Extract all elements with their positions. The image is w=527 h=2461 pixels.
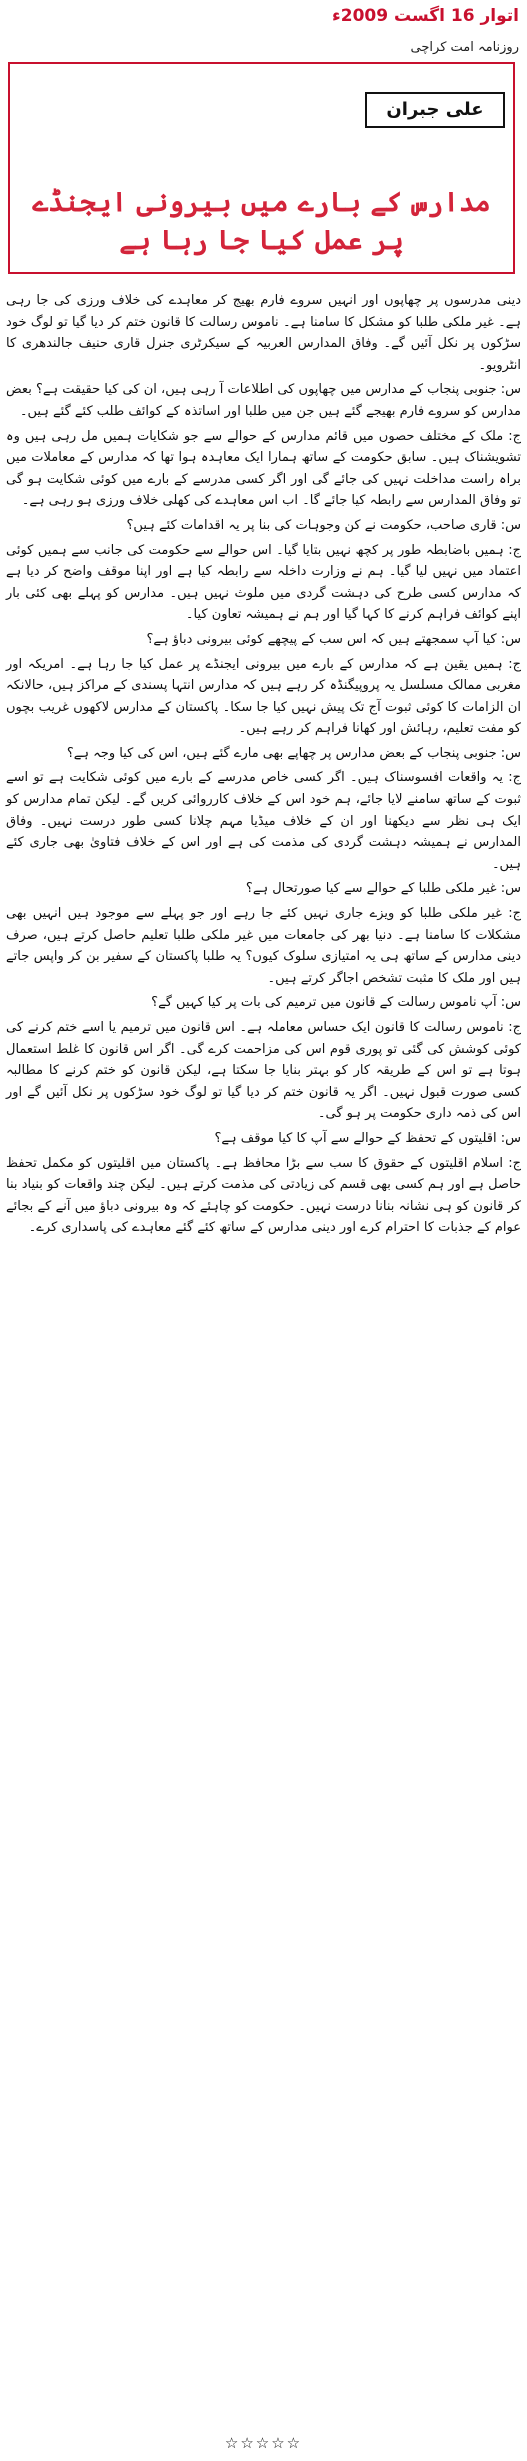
paragraph: ج: غیر ملکی طلبا کو ویزے جاری نہیں کئے جا رہے اور جو پہلے سے موجود ہیں انہیں بھی مشکلات کا سامنا ہے۔ دنیا بھر کی جامعات میں غیر ملکی طلبا تعلیم حاصل کرتے ہیں، صرف دینی مدارس کے ساتھ ہی یہ امتیازی سلوک کیوں؟ یہ طلبا پاکستان کے سفیر بن کر واپس جاتے ہیں اور ملک کا مثبت تشخص اجاگر کرتے ہیں۔ <box>6 906 521 986</box>
paragraph: س: قاری صاحب، حکومت نے کن وجوہات کی بنا پر یہ اقدامات کئے ہیں؟ <box>126 517 521 533</box>
paragraph: س: جنوبی پنجاب کے مدارس میں چھاپوں کی اطلاعات آ رہی ہیں، ان کی کیا حقیقت ہے؟ بعض مدارس کو سروے فارم بھیجے گئے ہیں جن میں طلبا اور اساتذہ کے کوائف طلب کئے گئے ہیں۔ <box>6 382 521 419</box>
paragraph: س: غیر ملکی طلبا کے حوالے سے کیا صورتحال ہے؟ <box>245 881 521 897</box>
publication-date: اتوار 16 اگست 2009ء <box>332 6 519 26</box>
paragraph: ج: ہمیں یقین ہے کہ مدارس کے بارے میں بیرونی ایجنڈے پر عمل کیا جا رہا ہے۔ امریکہ اور مغربی ممالک مسلسل یہ پروپیگنڈہ کر رہے ہیں کہ مدارس انتہا پسندی کے مراکز ہیں، حالانکہ ان الزامات کا کوئی ثبوت آج تک پیش نہیں کیا جا سکا۔ پاکستان کے مدارس لاکھوں غریب بچوں کو مفت تعلیم، رہائش اور کھانا فراہم کر رہے ہیں۔ <box>6 656 521 737</box>
paragraph: س: کیا آپ سمجھتے ہیں کہ اس سب کے پیچھے کوئی بیرونی دباؤ ہے؟ <box>146 631 521 647</box>
newspaper-name: روزنامہ امت کراچی <box>410 40 519 55</box>
paragraph: ج: ملک کے مختلف حصوں میں قائم مدارس کے حوالے سے جو شکایات ہمیں مل رہی ہیں وہ تشویشناک ہیں۔ سابق حکومت کے ساتھ ہمارا ایک معاہدہ ہوا تھا کہ مدارس کے معاملات میں براہ راست مداخلت نہیں کی جائے گی اور اگر کسی مدرسے کے بارے میں کوئی شکایت ہو گی تو وفاق المدارس سے رابطہ کیا جائے گا۔ اب اس معاہدے کی کھلی خلاف ورزی ہو رہی ہے۔ <box>6 428 521 509</box>
paragraph: ج: اسلام اقلیتوں کے حقوق کا سب سے بڑا محافظ ہے۔ پاکستان میں اقلیتوں کو مکمل تحفظ حاصل ہے اور ہم کسی بھی قسم کی زیادتی کی مذمت کرتے ہیں۔ لیکن چند واقعات کو بنیاد بنا کر قانون کو ہی نشانہ بنانا درست نہیں۔ حکومت کو چاہئے کہ وہ بیرونی دباؤ میں آنے کے بجائے عوام کے جذبات کا احترام کرے اور دینی مدارس کے ساتھ کئے گئے معاہدے کی پاسداری کرے۔ <box>6 1155 521 1236</box>
headline-box <box>8 62 515 274</box>
paragraph: س: آپ ناموس رسالت کے قانون میں ترمیم کی بات پر کیا کہیں گے؟ <box>151 995 521 1011</box>
author-byline: علی جبران <box>365 92 505 128</box>
paragraph: ج: یہ واقعات افسوسناک ہیں۔ اگر کسی خاص مدرسے کے بارے میں کوئی شکایت ہے تو اسے ثبوت کے ساتھ سامنے لایا جائے، ہم خود اس کے خلاف کارروائی کریں گے۔ لیکن تمام مدارس کو ایک ہی نظر سے دیکھنا اور ان کے خلاف میڈیا مہم چلانا کسی طور درست نہیں۔ وفاق المدارس نے ہمیشہ دہشت گردی کی مذمت کی ہے اور اس کے خلاف فتاویٰ بھی جاری کئے ہیں۔ <box>6 770 521 872</box>
article-body <box>6 290 521 1242</box>
paragraph: س: جنوبی پنجاب کے بعض مدارس پر چھاپے بھی مارے گئے ہیں، اس کی کیا وجہ ہے؟ <box>66 745 521 761</box>
paragraph: ج: ناموس رسالت کا قانون ایک حساس معاملہ ہے۔ اس قانون میں ترمیم یا اسے ختم کرنے کی کوئی کوشش کی گئی تو پوری قوم اس کی مزاحمت کرے گی۔ اگر اس قانون کا غلط استعمال ہوتا ہے تو اس کے طریقہ کار کو بہتر بنایا جا سکتا ہے، لیکن قانون کو ختم کرنے کا مطالبہ کسی صورت قبول نہیں۔ اگر یہ قانون ختم کر دیا گیا تو لوگ خود سڑکوں پر نکل آئیں گے اور اس کی ذمہ داری حکومت پر ہو گی۔ <box>6 1020 521 1122</box>
end-of-article-stars: ☆☆☆☆☆ <box>224 2434 303 2452</box>
article-headline: مدارس کے بارے میں بیرونی ایجنڈے پر عمل کیا جا رہا ہے <box>32 187 491 256</box>
paragraph: ج: ہمیں باضابطہ طور پر کچھ نہیں بتایا گیا۔ اس حوالے سے حکومت کی جانب سے ہمیں کوئی اعتماد میں نہیں لیا گیا۔ ہم نے وزارت داخلہ سے رابطہ کیا ہے اور اپنا موقف واضح کر دیا ہے کہ مدارس کسی طرح کی دہشت گردی میں ملوث نہیں ہیں۔ مدارس کو پہلے بھی کئی بار اپنے کوائف فراہم کرنے کا کہا گیا اور ہم نے ہمیشہ تعاون کیا۔ <box>6 542 521 623</box>
paragraph: س: اقلیتوں کے تحفظ کے حوالے سے آپ کا کیا موقف ہے؟ <box>214 1130 521 1146</box>
paragraph: دینی مدرسوں پر چھاپوں اور انہیں سروے فارم بھیج کر معاہدے کی خلاف ورزی کی جا رہی ہے۔ غیر ملکی طلبا کو مشکل کا سامنا ہے۔ ناموس رسالت کا قانون ختم کر دیا گیا تو لوگ خود سڑکوں پر نکل آئیں گے۔ وفاق المدارس العربیہ کے سیکرٹری جنرل قاری حنیف جالندھری کا انٹرویو۔ <box>6 293 521 373</box>
